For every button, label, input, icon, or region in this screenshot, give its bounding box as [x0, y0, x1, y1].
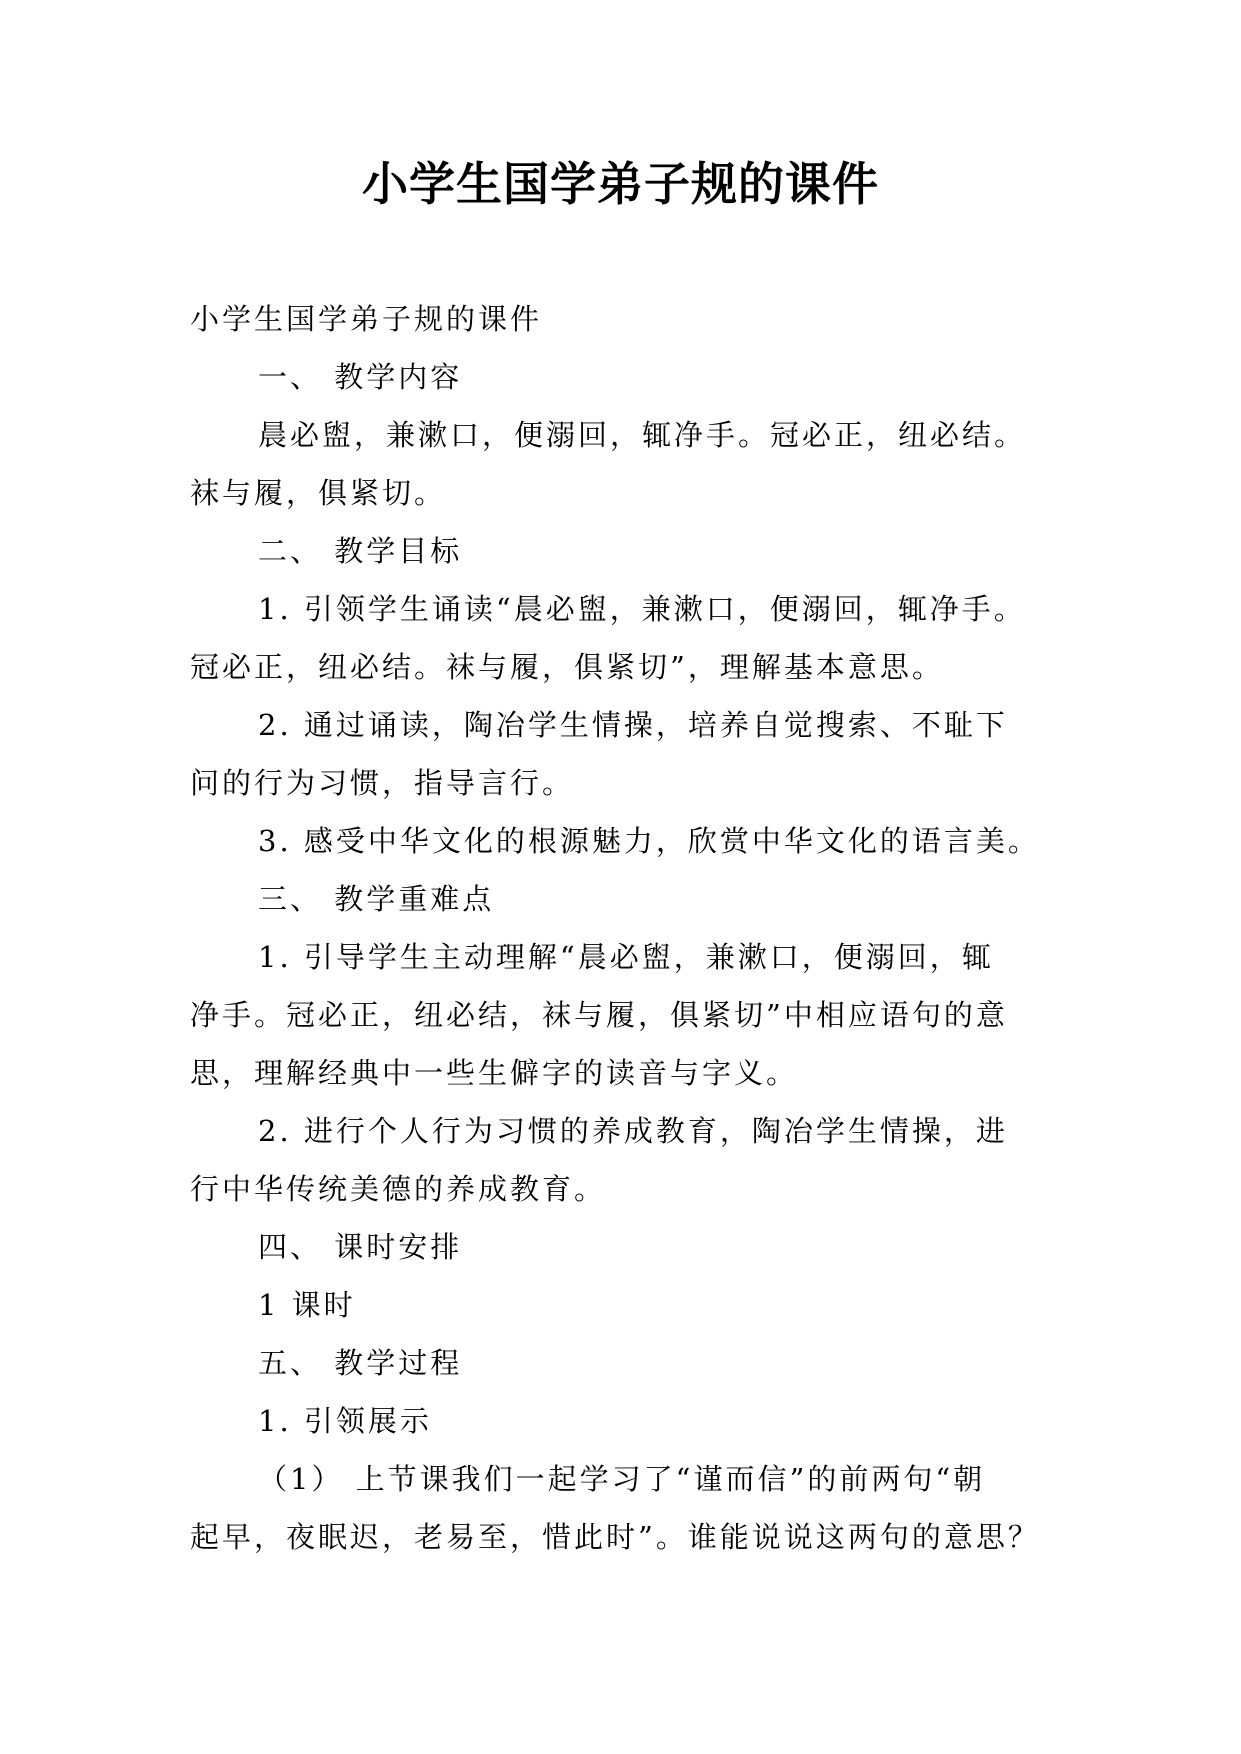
body-text-line: 袜与履，俱紧切。	[190, 476, 447, 510]
body-text-line: 二、 教学目标	[258, 534, 463, 568]
body-text-line: 3. 感受中华文化的根源魅力，欣赏中华文化的语言美。	[258, 824, 1040, 858]
body-text-line: 问的行为习惯，指导言行。	[190, 766, 575, 800]
document-body	[190, 290, 1080, 1566]
body-text-line: 行中华传统美德的养成教育。	[190, 1172, 607, 1206]
body-text-line: （1） 上节课我们一起学习了“谨而信”的前两句“朝	[258, 1462, 986, 1496]
body-text-line: 1. 引领展示	[258, 1404, 432, 1438]
body-text-line: 三、 教学重难点	[258, 882, 495, 916]
body-text-line: 起早，夜眠迟，老易至，惜此时”。谁能说说这两句的意思？	[190, 1520, 1040, 1554]
body-text-line: 四、 课时安排	[258, 1230, 463, 1264]
body-text-line: 思，理解经典中一些生僻字的读音与字义。	[190, 1056, 799, 1090]
body-text-line: 五、 教学过程	[258, 1346, 463, 1380]
body-text-line: 2. 进行个人行为习惯的养成教育，陶冶学生情操，进	[258, 1114, 1008, 1148]
body-text-line: 2. 通过诵读，陶冶学生情操，培养自觉搜索、不耻下	[258, 708, 1008, 742]
body-text-line: 1. 引领学生诵读“晨必盥，兼漱口，便溺回，辄净手。	[258, 592, 1026, 626]
body-text-line: 净手。冠必正，纽必结，袜与履，俱紧切”中相应语句的意	[190, 998, 1008, 1032]
body-text-line: 一、 教学内容	[258, 360, 463, 394]
body-text-line: 冠必正，纽必结。袜与履，俱紧切”，理解基本意思。	[190, 650, 944, 684]
body-text-line: 1. 引导学生主动理解“晨必盥，兼漱口，便溺回，辄	[258, 940, 994, 974]
document-title: 小学生国学弟子规的课件	[362, 157, 879, 211]
body-text-line: 晨必盥，兼漱口，便溺回，辄净手。冠必正，纽必结。	[258, 418, 1027, 452]
body-text-line: 小学生国学弟子规的课件	[190, 302, 543, 336]
body-text-line: 1 课时	[258, 1288, 356, 1322]
